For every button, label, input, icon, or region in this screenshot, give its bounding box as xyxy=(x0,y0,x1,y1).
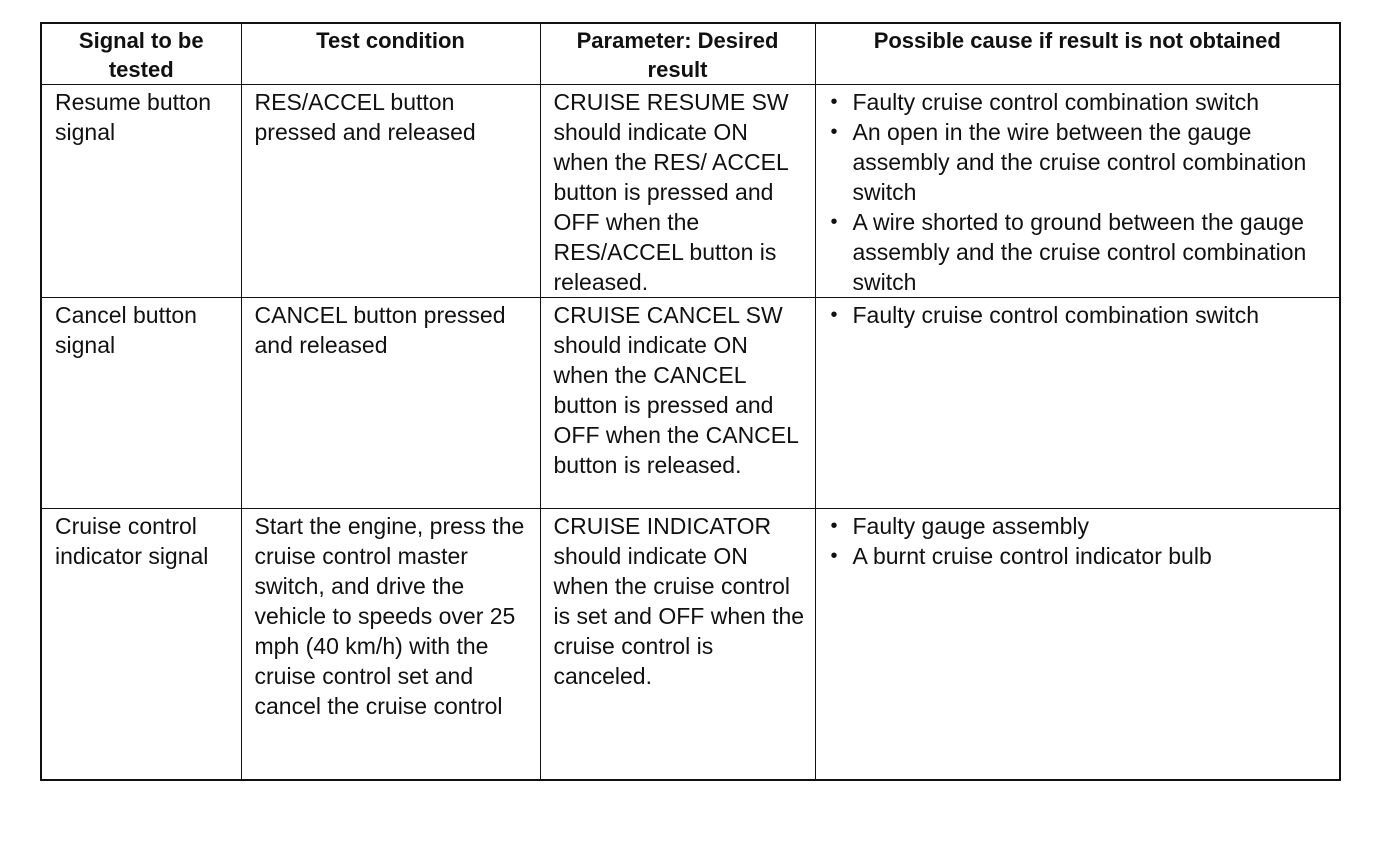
cause-cell xyxy=(815,85,1340,298)
cause-item: • Faulty gauge assembly xyxy=(829,511,1334,541)
cause-cell xyxy=(815,509,1340,781)
table-row xyxy=(41,298,1340,509)
result-cell: CRUISE CANCEL SW should indicate ON when the CANCEL button is pressed and OFF when the CANCEL button is released. xyxy=(540,298,815,509)
header-test-condition: Test condition xyxy=(241,23,540,85)
cause-item: • Faulty cruise control combination switch xyxy=(829,87,1334,117)
header-desired-result: Parameter: Desired result xyxy=(540,23,815,85)
result-cell: CRUISE RESUME SW should indicate ON when the RES/ ACCEL button is pressed and OFF when the RES/ACCEL button is released. xyxy=(540,85,815,298)
header-possible-cause: Possible cause if result is not obtained xyxy=(815,23,1340,85)
cause-list xyxy=(829,87,1334,297)
cause-item: • An open in the wire between the gauge assembly and the cruise control combination switch xyxy=(829,117,1334,207)
signal-cell: Cancel button signal xyxy=(41,298,241,509)
condition-cell: Start the engine, press the cruise control master switch, and drive the vehicle to speeds over 25 mph (40 km/h) with the cruise control set and cancel the cruise control xyxy=(241,509,540,781)
cause-item: • Faulty cruise control combination switch xyxy=(829,300,1334,330)
table-row xyxy=(41,509,1340,781)
cause-list xyxy=(829,511,1334,571)
cause-list xyxy=(829,300,1334,330)
table-row xyxy=(41,85,1340,298)
header-row xyxy=(41,23,1340,85)
condition-cell: CANCEL button pressed and released xyxy=(241,298,540,509)
header-signal: Signal to be tested xyxy=(41,23,241,85)
signal-cell: Resume button signal xyxy=(41,85,241,298)
condition-cell: RES/ACCEL button pressed and released xyxy=(241,85,540,298)
diagnostic-table xyxy=(40,22,1341,781)
cause-item: • A wire shorted to ground between the gauge assembly and the cruise control combination switch xyxy=(829,207,1334,297)
cause-cell xyxy=(815,298,1340,509)
signal-cell: Cruise control indicator signal xyxy=(41,509,241,781)
cause-item: • A burnt cruise control indicator bulb xyxy=(829,541,1334,571)
result-cell: CRUISE INDICATOR should indicate ON when the cruise control is set and OFF when the cruise control is canceled. xyxy=(540,509,815,781)
